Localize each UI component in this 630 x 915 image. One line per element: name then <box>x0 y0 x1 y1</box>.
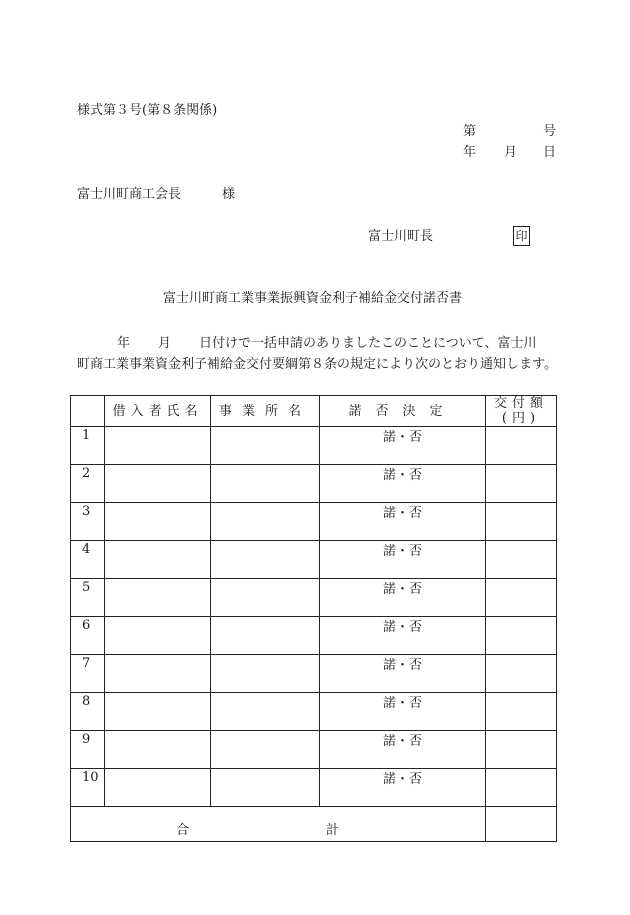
table-row <box>71 769 557 807</box>
addressee-honorific: 様 <box>222 187 236 202</box>
borrower-name-cell[interactable] <box>105 579 211 617</box>
header-number <box>71 396 105 427</box>
total-label-a: 合 <box>176 823 190 838</box>
issuer-title: 富士川町長 <box>368 229 434 244</box>
decision-cell[interactable]: 諾・否 <box>320 693 486 731</box>
amount-cell[interactable] <box>486 693 557 731</box>
table-row <box>71 465 557 503</box>
decision-table <box>70 395 557 842</box>
office-name-cell[interactable] <box>211 655 320 693</box>
doc-date-day: 日 <box>543 145 557 160</box>
row-number: 2 <box>71 465 105 503</box>
amount-cell[interactable] <box>486 579 557 617</box>
row-number: 8 <box>71 693 105 731</box>
intro-line-2: 町商工業事業資金利子補給金交付要綱第８条の規定により次のとおり通知します。 <box>77 357 557 372</box>
amount-cell[interactable] <box>486 731 557 769</box>
header-amount: 交付額(円) <box>486 396 557 427</box>
row-number: 6 <box>71 617 105 655</box>
amount-cell[interactable] <box>486 617 557 655</box>
total-amount-cell[interactable] <box>486 807 557 842</box>
doc-number-dai: 第 <box>463 124 477 139</box>
decision-cell[interactable]: 諾・否 <box>320 503 486 541</box>
intro-line-1-text: 日付けで一括申請のありましたこのことについて、富士川 <box>199 336 537 351</box>
doc-number-go: 号 <box>543 124 557 139</box>
row-number: 1 <box>71 427 105 465</box>
amount-cell[interactable] <box>486 465 557 503</box>
doc-date-year: 年 <box>463 145 477 160</box>
borrower-name-cell[interactable] <box>105 465 211 503</box>
office-name-cell[interactable] <box>211 769 320 807</box>
intro-month: 月 <box>158 336 172 351</box>
row-number: 5 <box>71 579 105 617</box>
office-name-cell[interactable] <box>211 693 320 731</box>
borrower-name-cell[interactable] <box>105 427 211 465</box>
table-header-row <box>71 396 557 427</box>
decision-cell[interactable]: 諾・否 <box>320 731 486 769</box>
form-number: 様式第３号(第８条関係) <box>77 103 218 118</box>
table-row <box>71 541 557 579</box>
decision-cell[interactable]: 諾・否 <box>320 579 486 617</box>
row-number: 4 <box>71 541 105 579</box>
office-name-cell[interactable] <box>211 731 320 769</box>
amount-cell[interactable] <box>486 503 557 541</box>
borrower-name-cell[interactable] <box>105 617 211 655</box>
decision-cell[interactable]: 諾・否 <box>320 465 486 503</box>
decision-cell[interactable]: 諾・否 <box>320 541 486 579</box>
intro-paragraph <box>77 333 567 375</box>
seal-box: 印 <box>513 226 530 246</box>
row-number: 3 <box>71 503 105 541</box>
table-row <box>71 617 557 655</box>
borrower-name-cell[interactable] <box>105 731 211 769</box>
total-label-b: 計 <box>326 823 340 838</box>
decision-cell[interactable]: 諾・否 <box>320 769 486 807</box>
table-row <box>71 731 557 769</box>
office-name-cell[interactable] <box>211 427 320 465</box>
table-row <box>71 655 557 693</box>
table-row <box>71 427 557 465</box>
office-name-cell[interactable] <box>211 465 320 503</box>
amount-cell[interactable] <box>486 769 557 807</box>
header-borrower-name: 借入者氏名 <box>105 396 211 427</box>
office-name-cell[interactable] <box>211 541 320 579</box>
borrower-name-cell[interactable] <box>105 655 211 693</box>
intro-line-1 <box>77 333 567 354</box>
office-name-cell[interactable] <box>211 503 320 541</box>
decision-cell[interactable]: 諾・否 <box>320 617 486 655</box>
document-title: 富士川町商工業事業振興資金利子補給金交付諾否書 <box>163 291 463 306</box>
total-row <box>71 807 557 842</box>
decision-cell[interactable]: 諾・否 <box>320 655 486 693</box>
borrower-name-cell[interactable] <box>105 503 211 541</box>
amount-cell[interactable] <box>486 655 557 693</box>
amount-cell[interactable] <box>486 427 557 465</box>
row-number: 10 <box>71 769 105 807</box>
header-office-name: 事業所名 <box>211 396 320 427</box>
amount-cell[interactable] <box>486 541 557 579</box>
row-number: 7 <box>71 655 105 693</box>
borrower-name-cell[interactable] <box>105 541 211 579</box>
borrower-name-cell[interactable] <box>105 693 211 731</box>
decision-cell[interactable]: 諾・否 <box>320 427 486 465</box>
office-name-cell[interactable] <box>211 579 320 617</box>
total-label-cell <box>71 807 486 842</box>
row-number: 9 <box>71 731 105 769</box>
header-decision: 諾否決定 <box>320 396 486 427</box>
intro-year: 年 <box>117 336 131 351</box>
table-row <box>71 503 557 541</box>
table-row <box>71 579 557 617</box>
office-name-cell[interactable] <box>211 617 320 655</box>
addressee-name: 富士川町商工会長 <box>77 187 182 202</box>
borrower-name-cell[interactable] <box>105 769 211 807</box>
doc-date-month: 月 <box>504 145 518 160</box>
table-row <box>71 693 557 731</box>
